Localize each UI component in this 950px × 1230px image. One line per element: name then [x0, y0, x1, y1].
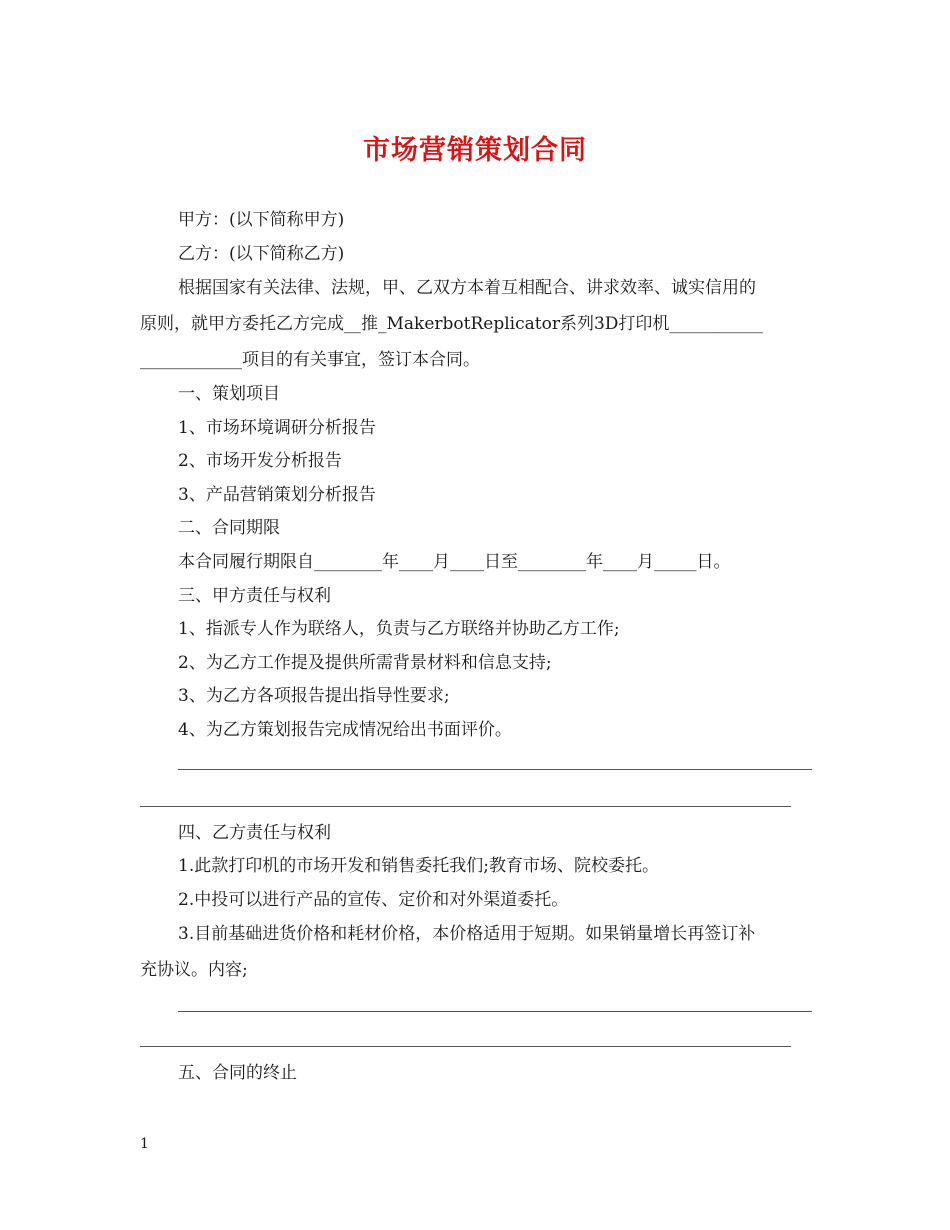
- section-heading: 三、甲方责任与权利: [178, 586, 331, 606]
- party-a-line: 甲方：(以下简称甲方): [178, 210, 345, 230]
- list-item: 3.目前基础进货价格和耗材价格，本价格适用于短期。如果销量增长再签订补: [178, 924, 756, 944]
- blank-rule-line: [140, 806, 791, 807]
- list-item: 2、市场开发分析报告: [178, 451, 342, 471]
- term-line: 本合同履行期限自________年____月____日至________年____月_____日。: [178, 552, 731, 572]
- list-item: 3、为乙方各项报告提出指导性要求;: [178, 686, 450, 706]
- section-heading: 五、合同的终止: [178, 1063, 297, 1083]
- document-title: 市场营销策划合同: [363, 135, 587, 166]
- list-item: 1、指派专人作为联络人，负责与乙方联络并协助乙方工作;: [178, 619, 620, 639]
- intro-paragraph-line: 根据国家有关法律、法规，甲、乙双方本着互相配合、讲求效率、诚实信用的: [178, 278, 756, 298]
- section-heading: 一、策划项目: [178, 384, 280, 404]
- section-heading: 二、合同期限: [178, 518, 280, 538]
- list-item-continuation: 充协议。内容;: [140, 960, 248, 980]
- list-item: 1.此款打印机的市场开发和销售委托我们;教育市场、院校委托。: [178, 856, 659, 876]
- blank-rule-line: [178, 769, 812, 770]
- list-item: 3、产品营销策划分析报告: [178, 485, 376, 505]
- page-number: 1: [140, 1136, 149, 1152]
- intro-paragraph-line: ____________项目的有关事宜，签订本合同。: [140, 350, 480, 370]
- blank-rule-line: [178, 1011, 812, 1012]
- blank-rule-line: [140, 1046, 791, 1047]
- list-item: 2.中投可以进行产品的宣传、定价和对外渠道委托。: [178, 890, 569, 910]
- intro-paragraph-line: 原则，就甲方委托乙方完成__推_MakerbotReplicator系列3D打印机___________: [140, 314, 763, 334]
- list-item: 1、市场环境调研分析报告: [178, 418, 376, 438]
- party-b-line: 乙方：(以下简称乙方): [178, 244, 345, 264]
- list-item: 2、为乙方工作提及提供所需背景材料和信息支持;: [178, 653, 552, 673]
- section-heading: 四、乙方责任与权利: [178, 823, 331, 843]
- list-item: 4、为乙方策划报告完成情况给出书面评价。: [178, 720, 512, 740]
